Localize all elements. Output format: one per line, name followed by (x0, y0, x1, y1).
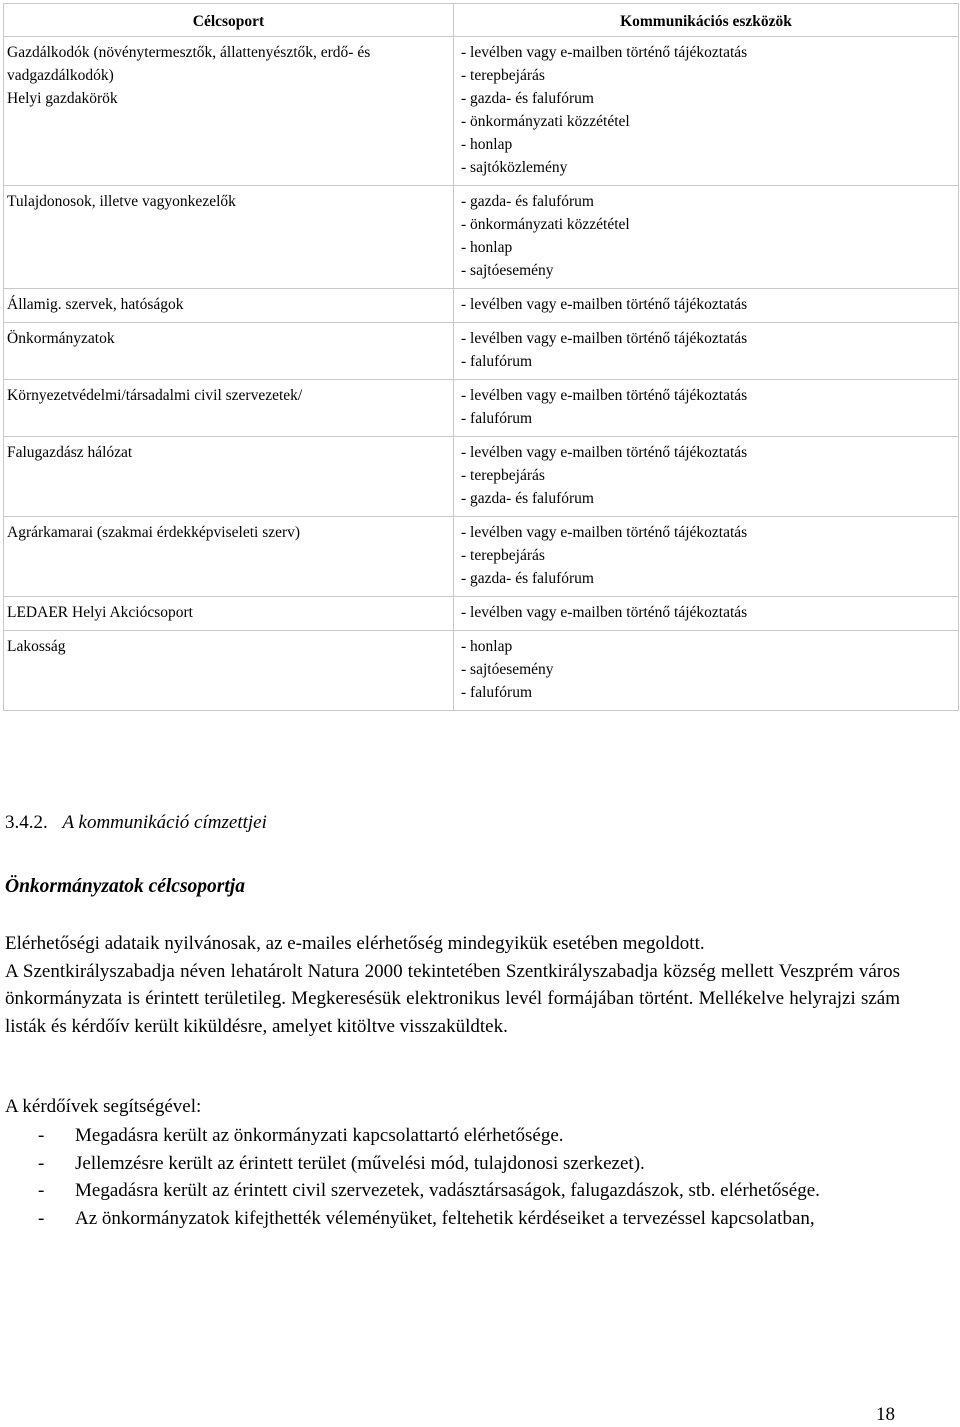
table-row (4, 380, 959, 437)
communication-table (3, 3, 959, 711)
communication-tools-cell (454, 37, 959, 186)
table-row (4, 37, 959, 186)
target-group-text: Önkormányzatok (7, 330, 115, 347)
target-group-cell (4, 186, 454, 289)
tool-item: - gazda- és falufórum (457, 190, 955, 213)
tool-item: - gazda- és falufórum (457, 567, 955, 590)
tool-item: - falufórum (457, 350, 955, 373)
tool-item: - falufórum (457, 681, 955, 704)
communication-tools-cell (454, 323, 959, 380)
list-item (5, 1122, 900, 1150)
table-row (4, 517, 959, 597)
section-heading (5, 812, 900, 834)
tool-item: - levélben vagy e-mailben történő tájékoztatás (457, 601, 955, 624)
list-item-text: Megadásra került az önkormányzati kapcsolattartó elérhetősége. (75, 1125, 564, 1146)
tool-item: - honlap (457, 635, 955, 658)
list-item (5, 1177, 900, 1205)
target-group-text: Környezetvédelmi/társadalmi civil szervezetek/ (7, 387, 303, 404)
tool-item: - levélben vagy e-mailben történő tájékoztatás (457, 441, 955, 464)
communication-tools-cell (454, 289, 959, 323)
tool-item: - önkormányzati közzététel (457, 110, 955, 133)
page-number: 18 (876, 1404, 895, 1425)
target-group-text: LEDAER Helyi Akciócsoport (7, 604, 193, 621)
target-group-cell (4, 380, 454, 437)
subsection-heading: Önkormányzatok célcsoportja (5, 876, 245, 897)
tool-item: - önkormányzati közzététel (457, 213, 955, 236)
tool-item: - sajtóesemény (457, 658, 955, 681)
target-group-cell (4, 289, 454, 323)
table-header-row (4, 4, 959, 37)
header-communication-tools: Kommunikációs eszközök (454, 4, 959, 37)
tool-item: - terepbejárás (457, 544, 955, 567)
target-group-cell (4, 37, 454, 186)
tool-item: - sajtóközlemény (457, 156, 955, 179)
communication-tools-cell (454, 517, 959, 597)
communication-tools-cell (454, 631, 959, 711)
target-group-text: Helyi gazdakörök (7, 90, 118, 107)
tool-item: - terepbejárás (457, 464, 955, 487)
target-group-text: Államig. szervek, hatóságok (7, 296, 184, 313)
communication-tools-cell (454, 380, 959, 437)
table-row (4, 631, 959, 711)
table-row (4, 186, 959, 289)
list-item-text: Jellemzésre került az érintett terület (művelési mód, tulajdonosi szerkezet). (75, 1152, 645, 1174)
target-group-text: Gazdálkodók (növénytermesztők, állattenyésztők, erdő- és vadgazdálkodók) (7, 44, 371, 84)
tool-item: - levélben vagy e-mailben történő tájékoztatás (457, 293, 955, 316)
section-title: A kommunikáció címzettjei (62, 812, 267, 833)
bullet-list (5, 1122, 900, 1232)
tool-item: - honlap (457, 236, 955, 259)
tool-item: - falufórum (457, 407, 955, 430)
tool-item: - levélben vagy e-mailben történő tájékoztatás (457, 384, 955, 407)
target-group-cell (4, 437, 454, 517)
tool-item: - levélben vagy e-mailben történő tájékoztatás (457, 327, 955, 350)
table-row (4, 597, 959, 631)
table-row (4, 289, 959, 323)
bullet-dash: - (38, 1207, 45, 1229)
list-item-text: Az önkormányzatok kifejthették véleményüket, feltehetik kérdéseiket a tervezéssel kapcsolatban, (75, 1207, 815, 1229)
table-row (4, 323, 959, 380)
tool-item: - honlap (457, 133, 955, 156)
communication-tools-cell (454, 597, 959, 631)
target-group-text: Falugazdász hálózat (7, 444, 133, 461)
tool-item: - gazda- és falufórum (457, 87, 955, 110)
tool-item: - levélben vagy e-mailben történő tájékoztatás (457, 41, 955, 64)
target-group-text: Lakosság (7, 638, 66, 655)
body-text (5, 930, 900, 1040)
list-item (5, 1205, 900, 1233)
list-item-text: Megadásra került az érintett civil szervezetek, vadásztársaságok, falugazdászok, stb. elérhetősége. (75, 1180, 820, 1201)
paragraph: Elérhetőségi adataik nyilvánosak, az e-mailes elérhetőség mindegyikük esetében megoldott. (5, 933, 705, 954)
target-group-cell (4, 323, 454, 380)
header-target-group: Célcsoport (4, 4, 454, 37)
list-intro: A kérdőívek segítségével: (5, 1096, 202, 1117)
target-group-cell (4, 517, 454, 597)
communication-tools-cell (454, 437, 959, 517)
bullet-dash: - (38, 1180, 45, 1201)
section-number: 3.4.2. (5, 812, 48, 833)
bullet-dash: - (38, 1152, 45, 1174)
list-item (5, 1150, 900, 1178)
communication-tools-cell (454, 186, 959, 289)
paragraph: A Szentkirályszabadja néven lehatárolt Natura 2000 tekintetében Szentkirályszabadja község mellett Veszprém város önkormányzata is érintett területileg. Megkeresésük elektronikus levél formájában történt. Mellékelve helyrajzi szám listák és kérdőív került kiküldésre, amelyet kitöltve visszaküldtek. (5, 960, 900, 1037)
bullet-dash: - (38, 1125, 45, 1146)
tool-item: - levélben vagy e-mailben történő tájékoztatás (457, 521, 955, 544)
tool-item: - sajtóesemény (457, 259, 955, 282)
target-group-text: Agrárkamarai (szakmai érdekképviseleti szerv) (7, 524, 301, 541)
table-row (4, 437, 959, 517)
target-group-text: Tulajdonosok, illetve vagyonkezelők (7, 193, 236, 210)
target-group-cell (4, 597, 454, 631)
tool-item: - gazda- és falufórum (457, 487, 955, 510)
tool-item: - terepbejárás (457, 64, 955, 87)
target-group-cell (4, 631, 454, 711)
table-body (4, 37, 959, 711)
